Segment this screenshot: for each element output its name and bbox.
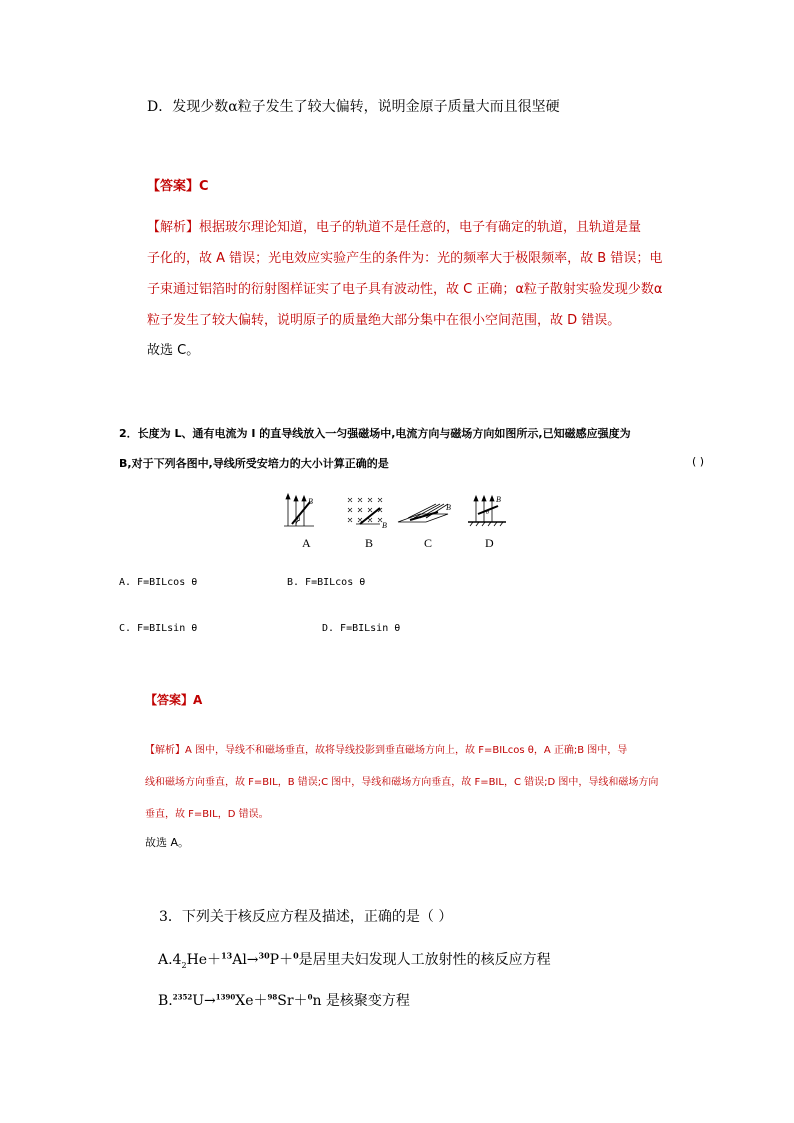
figure-label-c: C: [424, 536, 433, 550]
q2-analysis: [145, 735, 658, 831]
figure-panel-c: [398, 504, 448, 522]
formula-text: Xe＋: [235, 993, 268, 1009]
figure-panel-b: [348, 498, 382, 524]
formula-superscript: 0: [307, 992, 313, 1002]
formula-text: P＋: [269, 952, 294, 968]
formula-superscript: 30: [258, 950, 270, 961]
q1-analysis-line: 粒子发生了较大偏转，说明原子的质量绝大部分集中在很小空间范围，故 D 错误。: [147, 313, 621, 328]
figure-label-a: A: [302, 536, 311, 550]
q2-stem-line2: B,对于下列各图中,导线所受安培力的大小计算正确的是: [119, 457, 389, 470]
formula-text: Al→: [232, 952, 259, 968]
formula-text: He＋: [186, 952, 222, 968]
q1-analysis-line: 子化的，故 A 错误；光电效应实验产生的条件为：光的频率大于极限频率，故 B 错误；电: [147, 251, 663, 266]
q1-analysis-line: 【解析】根据玻尔理论知道，电子的轨道不是任意的，电子有确定的轨道，且轨道是量: [147, 220, 642, 235]
formula-superscript: 98: [267, 992, 278, 1002]
figure-symbol-theta: θ: [486, 510, 489, 516]
figure-label-b: B: [365, 536, 374, 550]
formula-subscript: 2: [181, 960, 187, 970]
figure-symbol-b: B: [496, 495, 501, 504]
q1-answer: 【答案】C: [147, 179, 209, 194]
q2-figure: [280, 490, 520, 550]
formula-superscript: 2352: [172, 992, 193, 1002]
formula-text: n 是核聚变方程: [312, 993, 410, 1009]
q2-analysis-line: 【解析】A 图中，导线不和磁场垂直，故将导线投影到垂直磁场方向上，故 F=BILcos θ，A 正确;B 图中，导: [145, 745, 628, 756]
q2-conclusion: 故选 A。: [145, 836, 190, 849]
q3-stem: 3．下列关于核反应方程及描述，正确的是（ ）: [159, 909, 453, 925]
q2-stem-line1: 2．长度为 L、通有电流为 I 的直导线放入一匀强磁场中,电流方向与磁场方向如图所示,已知磁感应强度为: [119, 427, 631, 440]
q3-option-a: [158, 949, 551, 970]
formula-superscript: 0: [293, 950, 299, 961]
q2-analysis-line: 线和磁场方向垂直，故 F=BIL，B 错误;C 图中，导线和磁场方向垂直，故 F=BIL，C 错误;D 图中，导线和磁场方向: [145, 777, 659, 788]
q3-option-b: [158, 990, 410, 1010]
q2-answer: 【答案】A: [145, 693, 203, 707]
figure-symbol-b: B: [308, 497, 313, 506]
q2-option-b: B. F=BILcos θ: [287, 577, 366, 588]
q1-option-d: D．发现少数α粒子发生了较大偏转，说明金原子质量大而且很坚硬: [147, 99, 560, 115]
formula-text: Sr＋: [277, 993, 308, 1009]
q2-option-c: C. F=BILsin θ: [119, 623, 198, 634]
q2-analysis-line: 垂直，故 F=BIL，D 错误。: [145, 809, 269, 820]
formula-text: U→: [192, 993, 216, 1009]
formula-text: B.: [158, 993, 173, 1009]
formula-text: 是居里夫妇发现人工放射性的核反应方程: [298, 952, 551, 968]
formula-text: A.4: [158, 952, 182, 968]
figure-symbol-theta: θ: [297, 517, 300, 523]
q1-conclusion: 故选 C。: [147, 343, 200, 358]
q1-analysis-line: 子束通过铝箔时的衍射图样证实了电子具有波动性，故 C 正确；α粒子散射实验发现少数α: [147, 282, 663, 297]
q1-analysis: [147, 212, 662, 336]
q2-option-d: D. F=BILsin θ: [322, 623, 401, 634]
figure-label-d: D: [485, 536, 494, 550]
figure-symbol-b: B: [382, 521, 387, 530]
q2-option-a: A. F=BILcos θ: [119, 577, 198, 588]
figure-symbol-i: I: [426, 514, 428, 520]
figure-symbol-b: B: [446, 503, 451, 512]
q2-answer-paren: ( ): [692, 455, 705, 468]
formula-superscript: 13: [221, 950, 233, 961]
formula-superscript: 1390: [215, 992, 236, 1002]
